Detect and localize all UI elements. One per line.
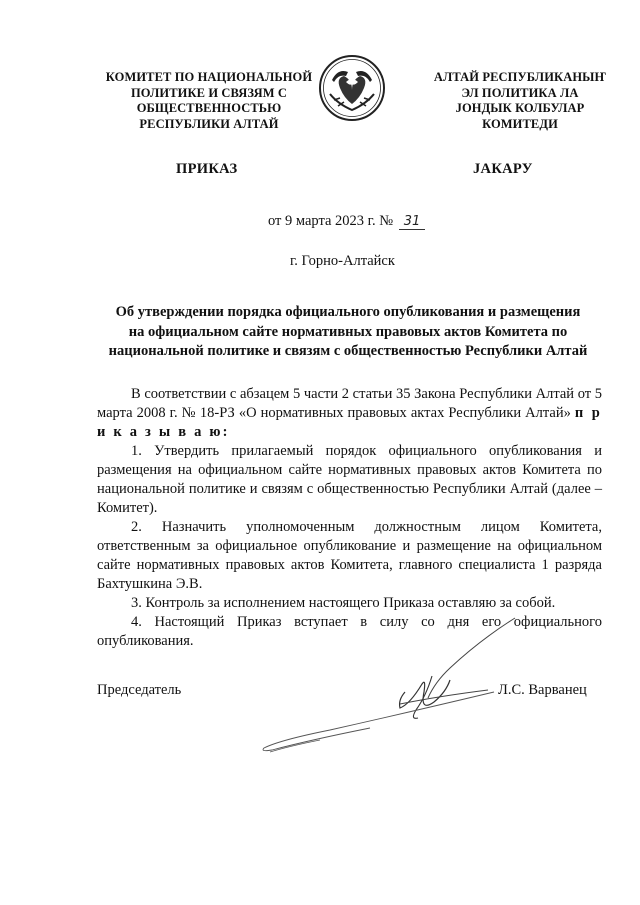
header-line: КОМИТЕТ ПО НАЦИОНАЛЬНОЙ [105,70,313,84]
order-word: п р и к а з ы в а ю: [97,405,602,440]
title-line: национальной политике и связям с общественностью Республики Алтай [108,343,588,359]
doc-type-alt: ЈАКАРУ [473,161,533,177]
header-line: КОМИТЕДИ [482,116,558,131]
preamble-paragraph [97,385,602,442]
handwritten-signature [250,600,530,780]
header-line: ЭЛ ПОЛИТИКА ЛА [461,85,579,100]
order-item: 1. Утвердить прилагаемый порядок официального опубликования и размещения на официальном сайте нормативных правовых актов Комитета по национальной политике и связям с общественностью Республики Алтай (далее – Комитет). [97,443,602,516]
header-line: РЕСПУБЛИКИ АЛТАЙ [139,116,279,131]
document-title [92,303,604,362]
signatory-name: Л.С. Варванец [498,682,587,698]
preamble-text: В соответствии с абзацем 5 части 2 статьи 35 Закона Республики Алтай от 5 марта 2008 г. № 18-РЗ «О нормативных правовых актах Республики Алтай» [97,386,602,421]
header-line: ОБЩЕСТВЕННОСТЬЮ [136,101,282,115]
city: г. Горно-Алтайск [290,253,395,269]
order-item: 3. Контроль за исполнением настоящего Приказа оставляю за собой. [131,595,556,611]
committee-name-ru [100,70,318,132]
doc-type-ru: ПРИКАЗ [176,161,238,177]
order-number: 31 [399,214,426,230]
header-line: АЛТАЙ РЕСПУБЛИКАНЫҤ [433,70,607,84]
title-line: Об утверждении порядка официального опубликования и размещения [115,304,581,320]
republic-emblem-icon [318,54,386,122]
order-item: 2. Назначить уполномоченным должностным лицом Комитета, ответственным за официальное опубликование и размещение на официальном сайте нормативных правовых актов Комитета, главного специалиста 1 разряда Бахтушкина Э.В. [97,519,602,592]
committee-name-alt [420,70,620,132]
order-item: 4. Настоящий Приказ вступает в силу со дня его официального опубликования. [97,614,602,649]
title-line: на официальном сайте нормативных правовых актов Комитета по [128,323,568,340]
header-line: ПОЛИТИКЕ И СВЯЗЯМ С [130,85,288,100]
signatory-position: Председатель [97,682,182,698]
date-text: от 9 марта 2023 г. № [268,213,394,229]
date-line [268,213,425,230]
header-line: ЈОНДЫК КОЛБУЛАР [455,101,585,115]
